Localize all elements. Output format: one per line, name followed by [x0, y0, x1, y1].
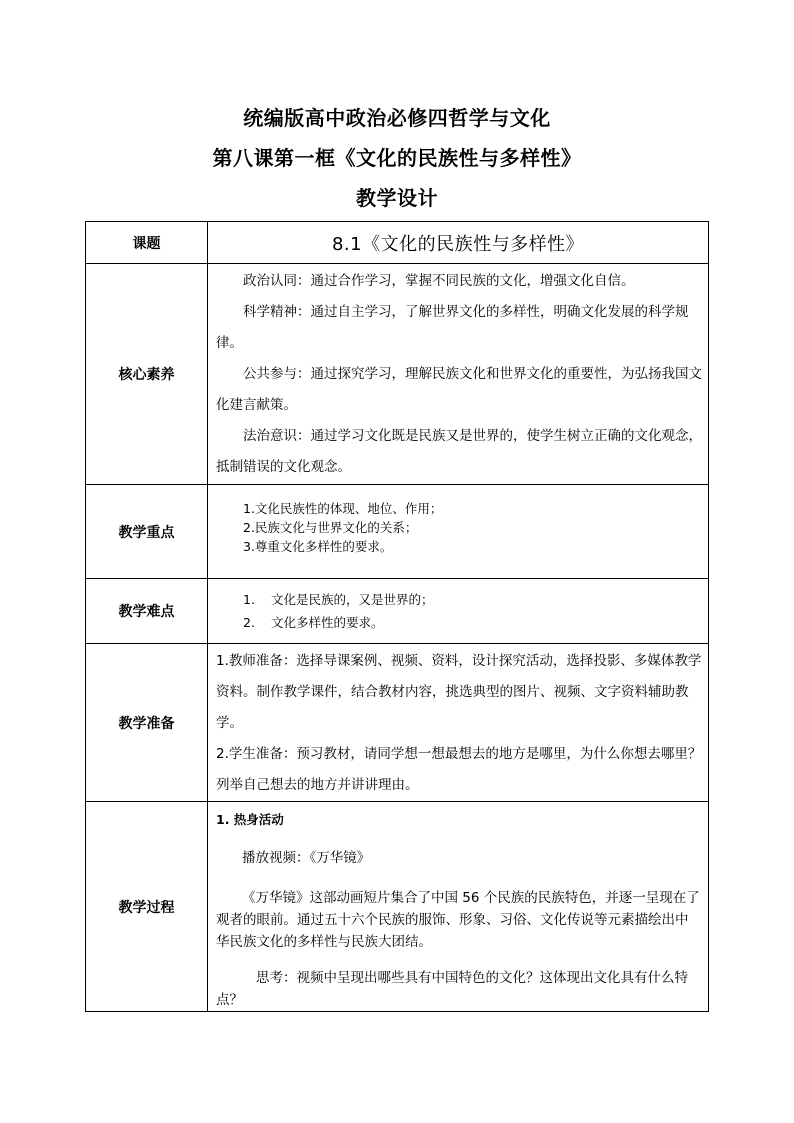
- preparation-paragraph: 1.教师准备：选择导课案例、视频、资料，设计探究活动，选择投影、多媒体教学资料。制作教学课件，结合教材内容，挑选典型的图片、视频、文字资料辅助教学。: [216, 653, 702, 731]
- table-row-key-points: [86, 485, 709, 579]
- subject-label: 课题: [86, 222, 208, 264]
- core-literacy-content: [208, 264, 709, 485]
- difficulty-text: 文化是民族的，又是世界的；: [271, 592, 434, 607]
- subject-value: 8.1《文化的民族性与多样性》: [208, 222, 709, 264]
- document-header: [0, 103, 794, 208]
- literacy-paragraph: 科学精神：通过自主学习，了解世界文化的多样性，明确文化发展的科学规律。: [216, 304, 689, 351]
- literacy-paragraph: 政治认同：通过合作学习，掌握不同民族的文化，增强文化自信。: [243, 273, 635, 289]
- difficulty-text: 文化多样性的要求。: [271, 615, 384, 630]
- table-row-core-literacy: [86, 264, 709, 485]
- key-point-item: 1.文化民族性的体现、地位、作用；: [243, 501, 443, 516]
- difficulty-item: [208, 588, 708, 611]
- process-content: [208, 802, 709, 1012]
- key-point-item: 2.民族文化与世界文化的关系；: [243, 520, 418, 535]
- lesson-title: 第八课第一框《文化的民族性与多样性》: [212, 146, 582, 170]
- process-label: 教学过程: [86, 802, 208, 1012]
- key-point-item: 3.尊重文化多样性的要求。: [243, 539, 393, 554]
- table-row-difficulties: [86, 579, 709, 644]
- literacy-paragraph: 公共参与：通过探究学习，理解民族文化和世界文化的重要性，为弘扬我国文化建言献策。: [216, 366, 702, 413]
- difficulties-label: 教学难点: [86, 579, 208, 644]
- difficulty-number: 1.: [243, 592, 255, 607]
- difficulties-content: [208, 579, 709, 644]
- preparation-content: [208, 644, 709, 802]
- difficulty-item: [208, 611, 708, 634]
- table-row-process: [86, 802, 709, 1012]
- key-points-content: [208, 485, 709, 579]
- document-title: 统编版高中政治必修四哲学与文化: [243, 106, 551, 130]
- core-literacy-label: 核心素养: [86, 264, 208, 485]
- preparation-label: 教学准备: [86, 644, 208, 802]
- process-heading: 1. 热身活动: [216, 812, 284, 827]
- lesson-plan-table: [85, 221, 709, 1012]
- literacy-paragraph: 法治意识：通过学习文化既是民族又是世界的，使学生树立正确的文化观念，抵制错误的文化观念。: [216, 428, 702, 475]
- key-points-label: 教学重点: [86, 485, 208, 579]
- preparation-paragraph: 2.学生准备：预习教材，请同学想一想最想去的地方是哪里，为什么你想去哪里？列举自己想去的地方并讲讲理由。: [216, 746, 702, 793]
- process-description: 《万华镜》这部动画短片集合了中国 56 个民族的民族特色，并逐一呈现在了观者的眼前。通过五十六个民族的服饰、形象、习俗、文化传说等元素描绘出中华民族文化的多样性与民族大团结。: [216, 890, 700, 950]
- process-video: 播放视频：《万华镜》: [242, 850, 371, 866]
- table-row-preparation: [86, 644, 709, 802]
- difficulty-number: 2.: [243, 615, 255, 630]
- process-question: 思考：视频中呈现出哪些具有中国特色的文化？这体现出文化具有什么特点？: [216, 970, 688, 1008]
- design-title: 教学设计: [356, 186, 438, 210]
- table-row-subject: [86, 222, 709, 264]
